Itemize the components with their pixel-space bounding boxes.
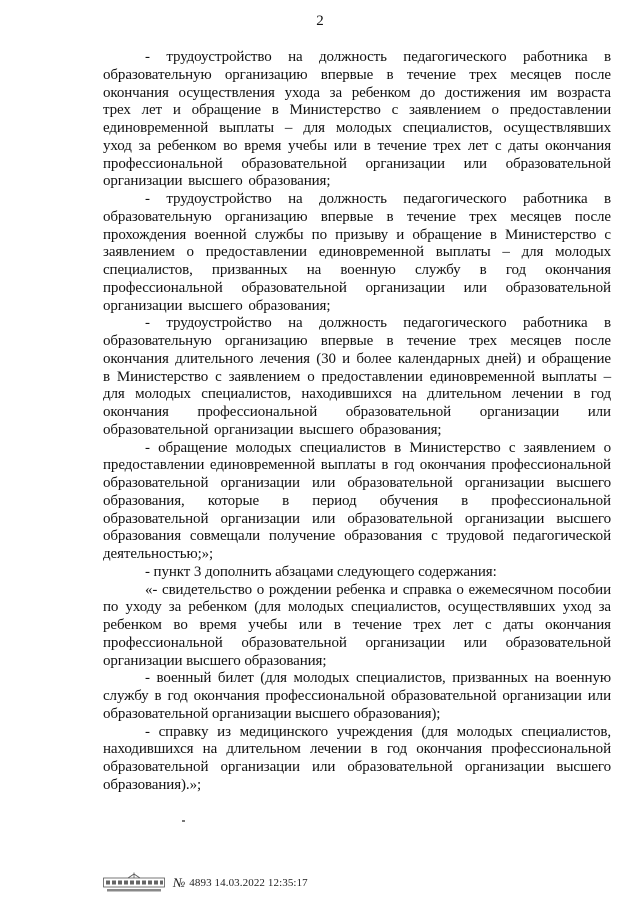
paragraph-employment-after-military-service: - трудоустройство на должность педагогического работника в образовательную организацию впервые в течение трех месяцев после прохождения военной службы по призыву и обращение в Министерство с заявлением о предоставлении единовременной выплаты – для молодых специалистов, призванных на военную службу в год окончания профессиональной образовательной организации или образовательной организации высшего образования; (103, 191, 611, 314)
paragraph-medical-certificate: - справку из медицинского учреждения (для молодых специалистов, находившихся на длительном лечении в год окончания профессиональной образовательной организации или образовательной организации высшего образования).»; (103, 723, 611, 793)
page-number: 2 (316, 13, 324, 29)
paragraph-military-id: - военный билет (для молодых специалистов, призванных на военную службу в год окончания профессиональной образовательной организации или образовательной организации высшего образования); (103, 670, 611, 722)
number-sign-icon: № (173, 875, 186, 890)
regional-registry-logo-icon (103, 872, 165, 894)
paragraph-employment-after-treatment: - трудоустройство на должность педагогического работника в образовательную организацию впервые в течение трех месяцев после окончания длительного лечения (30 и более календарных дней) и обращение в Министерство с заявлением о предоставлении единовременной выплаты – для молодых специалистов, находившихся на длительном лечении в год окончания профессиональной образовательной организации или образовательной организации высшего образования; (103, 315, 611, 438)
paragraph-combined-study-and-work: - обращение молодых специалистов в Министерство с заявлением о предоставлении единовременной выплаты в год окончания профессиональной образовательной организации или образовательной организации высшего образования, которые в период обучения в профессиональной образовательной организации или образовательной организации высшего образования совмещали получение образования с трудовой педагогической деятельностью;»; (103, 439, 611, 562)
paragraph-employment-after-childcare: - трудоустройство на должность педагогического работника в образовательную организацию впервые в течение трех месяцев после окончания осуществления ухода за ребенком до достижения им возраста трех лет и обращение в Министерство с заявлением о предоставлении единовременной выплаты – для молодых специалистов, осуществлявших уход за ребенком во время учебы или в течение трех лет с даты окончания профессиональной образовательной организации или образовательной организации высшего образования; (103, 49, 611, 190)
document-body (103, 49, 611, 795)
registration-number-and-timestamp: 4893 14.03.2022 12:35:17 (189, 877, 308, 889)
paragraph-point-3-amendment: - пункт 3 дополнить абзацами следующего содержания: (145, 563, 497, 580)
stray-dot-mark (182, 820, 185, 822)
paragraph-birth-certificate: «- свидетельство о рождении ребенка и справка о ежемесячном пособии по уходу за ребенком (для молодых специалистов, осуществлявших уход за ребенком во время учебы или в течение трех лет с даты окончания профессиональной образовательной организации или образовательной организации высшего образования; (103, 581, 611, 669)
registration-footer (103, 872, 308, 894)
